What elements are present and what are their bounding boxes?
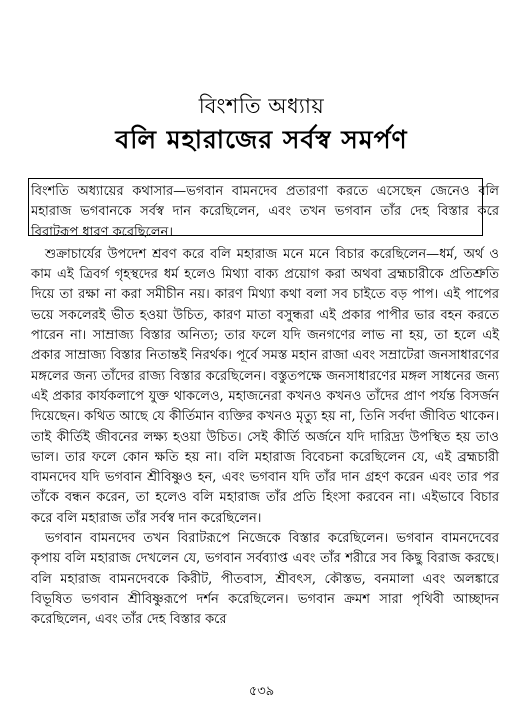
- chapter-title: বলি মহারাজের সর্বস্ব সমর্পণ: [115, 125, 408, 154]
- page-number: ৫৩৯: [248, 684, 275, 699]
- paragraph-1: শুক্রাচার্যের উপদেশ শ্রবণ করে বলি মহারাজ মনে মনে বিচার করেছিলেন—ধর্ম, অর্থ ও কাম এই ত্রিবর্গ গৃহস্থদের ধর্ম হলেও মিথ্যা বাক্য প্রয়োগ করা অথবা ব্রহ্মচারীকে প্রতিশ্রুতি দিয়ে তা রক্ষা না করা সমীচীন নয়। কারণ মিথ্যা কথা বলা সব চাইতে বড় পাপ। এই পাপের ভয়ে সকলেরই ভীত হওয়া উচিত, কারণ মাতা বসুন্ধরা এই প্রকার পাপীর ভার বহন করতে পারেন না। সাম্রাজ্য বিস্তার অনিত্য; তার ফলে যদি জনগণের লাভ না হয়, তা হলে এই প্রকার সাম্রাজ্য বিস্তার নিতান্তই নিরর্থক। পূর্বে সমস্ত মহান রাজা এবং সম্রাটেরা জনসাধারণের মঙ্গলের জন্য তাঁদের রাজ্য বিস্তার করেছিলেন। বস্তুতপক্ষে জনসাধারণের মঙ্গল সাধনের জন্য এই প্রকার কার্যকলাপে যুক্ত থাকলেও, মহাজনেরা কখনও কখনও তাঁদের প্রাণ পর্যন্ত বিসর্জন দিয়েছেন। কথিত আছে যে কীর্তিমান ব্যক্তির কখনও মৃত্যু হয় না, তিনি সর্বদা জীবিত থাকেন। তাই কীর্তিই জীবনের লক্ষ্য হওয়া উচিত। সেই কীর্তি অর্জনে যদি দারিদ্র্য উপস্থিত হয় তাও ভাল। তার ফলে কোন ক্ষতি হয় না। বলি মহারাজ বিবেচনা করেছিলেন যে, এই ব্রহ্মচারী বামনদেব যদি ভগবান শ্রীবিষ্ণুও হন, এবং ভগবান যদি তাঁর দান গ্রহণ করেন এবং তার পর তাঁকে বন্ধন করেন, তা হলেও বলি মহারাজ তাঁর প্রতি হিংসা করবেন না। এইভাবে বিচার করে বলি মহারাজ তাঁর সর্বস্ব দান করেছিলেন।: [31, 246, 499, 526]
- chapter-heading: বিংশতি অধ্যায়: [198, 94, 325, 118]
- chapter-summary: বিংশতি অধ্যায়ের কথাসার—ভগবান বামনদেব প্রতারণা করতে এসেছেন জেনেও বলি মহারাজ ভগবানকে সর্বস্ব দান করেছিলেন, এবং তখন ভগবান তাঁর দেহ বিস্তার করে বিরাটরূপ ধারণ করেছিলেন।: [31, 184, 499, 240]
- paragraph-2: ভগবান বামনদেব তখন বিরাটরূপে নিজেকে বিস্তার করেছিলেন। ভগবান বামনদেবের কৃপায় বলি মহারাজ দেখলেন যে, ভগবান সর্বব্যাপ্ত এবং তাঁর শরীরে সব কিছু বিরাজ করছে। বলি মহারাজ বামনদেবকে কিরীট, পীতবাস, শ্রীবৎস, কৌস্তভ, বনমালা এবং অলঙ্কারে বিভূষিত ভগবান শ্রীবিষ্ণুরূপে দর্শন করেছিলেন। ভগবান ক্রমশ সারা পৃথিবী আচ্ছাদন করেছিলেন, এবং তাঁর দেহ বিস্তার করে: [31, 531, 499, 628]
- chapter-body: [31, 182, 499, 631]
